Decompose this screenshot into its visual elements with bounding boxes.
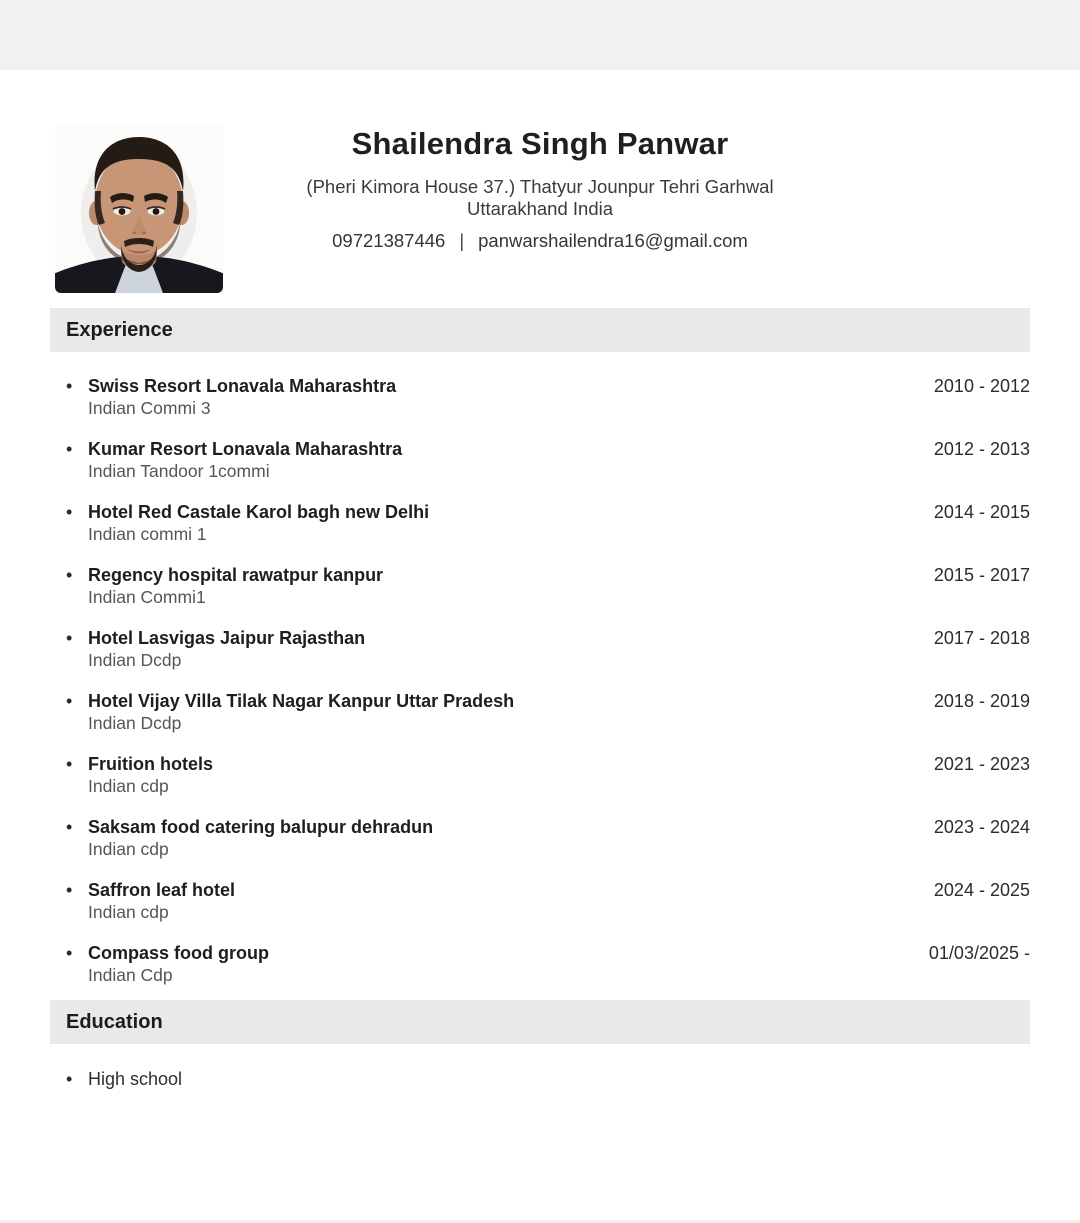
experience-dates: 2015 - 2017 — [933, 565, 1030, 585]
experience-company: Saksam food catering balupur dehradun — [88, 817, 434, 837]
experience-company: Saffron leaf hotel — [88, 880, 236, 900]
contact-separator: | — [459, 230, 465, 251]
experience-item-text — [88, 816, 934, 860]
bullet-icon: • — [66, 376, 73, 396]
bullet-icon: • — [66, 628, 73, 648]
experience-role: Indian Tandoor 1commi — [88, 461, 270, 481]
top-status-band — [0, 0, 1080, 70]
education-item — [50, 1068, 1030, 1090]
address-line-1: (Pheri Kimora House 37.) Thatyur Jounpur Tehri Garhwal — [306, 176, 774, 197]
phone-number: 09721387446 — [332, 230, 446, 251]
experience-company: Kumar Resort Lonavala Maharashtra — [88, 439, 403, 459]
experience-item-text — [88, 375, 934, 419]
experience-dates: 2010 - 2012 — [933, 376, 1030, 396]
bullet-icon: • — [66, 817, 73, 837]
bullet-icon: • — [66, 691, 73, 711]
experience-company: Compass food group — [88, 943, 269, 963]
experience-role: Indian Dcdp — [88, 713, 182, 733]
experience-company: Regency hospital rawatpur kanpur — [88, 565, 384, 585]
experience-item-text — [88, 753, 934, 797]
experience-role: Indian Cdp — [88, 965, 173, 985]
section-header-education — [50, 1000, 1030, 1044]
experience-item — [50, 690, 1030, 734]
experience-item — [50, 627, 1030, 671]
experience-company: Fruition hotels — [88, 754, 213, 774]
experience-dates: 2021 - 2023 — [933, 754, 1030, 774]
bullet-icon: • — [66, 1069, 73, 1089]
email-address: panwarshailendra16@gmail.com — [478, 230, 748, 251]
experience-item-text — [88, 627, 934, 671]
bullet-icon: • — [66, 439, 73, 459]
experience-company: Hotel Lasvigas Jaipur Rajasthan — [88, 628, 366, 648]
experience-dates: 2017 - 2018 — [933, 628, 1030, 648]
experience-item-text — [88, 501, 934, 545]
experience-item-text — [88, 690, 934, 734]
experience-role: Indian Commi 3 — [88, 398, 211, 418]
experience-role: Indian cdp — [88, 776, 169, 796]
education-school: High school — [88, 1069, 183, 1089]
candidate-name: Shailendra Singh Panwar — [351, 126, 729, 161]
experience-item — [50, 816, 1030, 860]
experience-dates: 2014 - 2015 — [933, 502, 1030, 522]
experience-company: Hotel Red Castale Karol bagh new Delhi — [88, 502, 430, 522]
experience-role: Indian Dcdp — [88, 650, 182, 670]
education-item-text — [88, 1068, 1030, 1090]
experience-item — [50, 942, 1030, 986]
experience-role: Indian Commi1 — [88, 587, 206, 607]
experience-dates: 2018 - 2019 — [933, 691, 1030, 711]
experience-role: Indian commi 1 — [88, 524, 207, 544]
experience-role: Indian cdp — [88, 902, 169, 922]
experience-list — [50, 375, 1030, 1005]
experience-item — [50, 753, 1030, 797]
experience-dates: 2024 - 2025 — [933, 880, 1030, 900]
experience-item-text — [88, 564, 934, 608]
bullet-icon: • — [66, 943, 73, 963]
bullet-icon: • — [66, 880, 73, 900]
experience-dates: 2023 - 2024 — [933, 817, 1030, 837]
section-header-experience — [50, 308, 1030, 352]
contact-row — [0, 229, 1080, 253]
experience-company: Hotel Vijay Villa Tilak Nagar Kanpur Uttar Pradesh — [88, 691, 515, 711]
section-title-experience: Experience — [66, 319, 173, 341]
experience-item — [50, 879, 1030, 923]
experience-item — [50, 564, 1030, 608]
experience-dates: 01/03/2025 - — [928, 943, 1030, 963]
experience-company: Swiss Resort Lonavala Maharashtra — [88, 376, 397, 396]
education-list — [50, 1068, 1030, 1109]
resume-header — [0, 124, 1080, 253]
experience-role: Indian cdp — [88, 839, 169, 859]
experience-item — [50, 501, 1030, 545]
experience-item-text — [88, 879, 934, 923]
address-line-2: Uttarakhand India — [466, 198, 614, 219]
experience-item-text — [88, 942, 929, 986]
bullet-icon: • — [66, 565, 73, 585]
bullet-icon: • — [66, 754, 73, 774]
bullet-icon: • — [66, 502, 73, 522]
section-title-education: Education — [66, 1011, 163, 1033]
experience-item — [50, 438, 1030, 482]
experience-dates: 2012 - 2013 — [933, 439, 1030, 459]
experience-item-text — [88, 438, 934, 482]
experience-item — [50, 375, 1030, 419]
